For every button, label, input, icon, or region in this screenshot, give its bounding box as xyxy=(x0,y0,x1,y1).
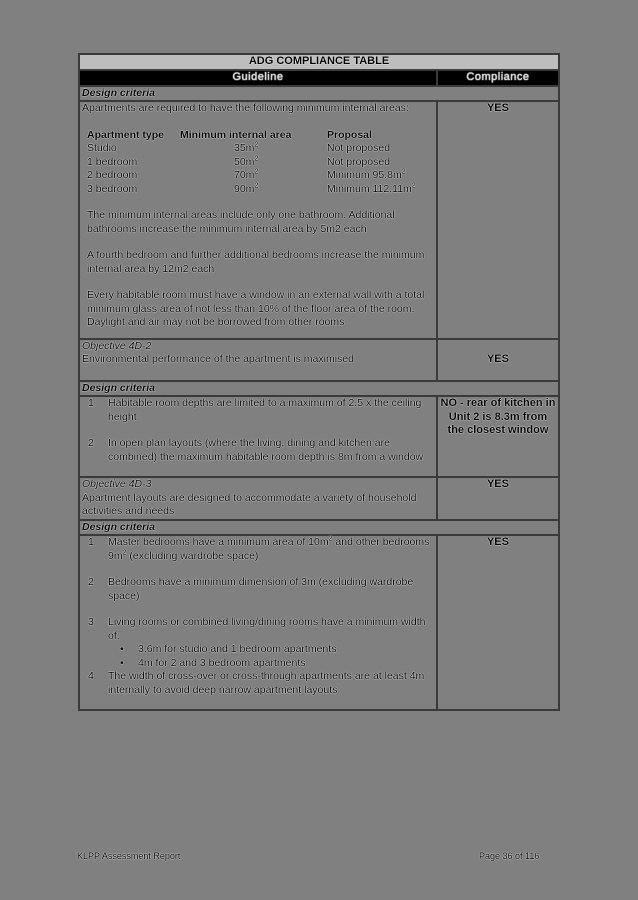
table-title: ADG COMPLIANCE TABLE xyxy=(79,54,559,70)
min-area: $35m^2$ xyxy=(234,141,259,154)
criterion-number: 1 xyxy=(88,536,94,548)
note: A fourth bedroom and further additional bedrooms increase the minimum internal area by 12m2 each xyxy=(87,249,425,275)
compliance-cell: NO - rear of kitchen in Unit 2 is 8.3m from the closest window xyxy=(437,396,559,477)
objective-row xyxy=(79,339,559,381)
section-label: Design criteria xyxy=(79,520,559,536)
guideline-cell xyxy=(79,535,437,710)
criterion-text: Habitable room depths are limited to a maximum of 2.5 x the ceiling height xyxy=(108,397,422,423)
criterion xyxy=(82,670,434,697)
objective-cell xyxy=(79,477,437,520)
areas-header-proposal: Proposal xyxy=(327,128,372,141)
criterion-text: Master bedrooms have a minimum area of $10m^2$ and other bedrooms $9m^2$ (excluding wardrobe space) xyxy=(108,535,430,562)
compliance-column-header: Compliance xyxy=(437,70,559,86)
objective-compliance: YES xyxy=(437,477,559,520)
bullet-item: • 3.6m for studio and 1 bedroom apartments xyxy=(120,643,434,657)
table-row xyxy=(79,101,559,339)
section-label: Design criteria xyxy=(79,381,559,397)
min-area: $90m^2$ xyxy=(234,182,259,195)
criterion xyxy=(82,616,434,643)
guideline-cell xyxy=(79,101,437,339)
apartment-type: Studio xyxy=(87,142,117,154)
criterion xyxy=(82,536,434,563)
criterion xyxy=(82,437,434,464)
proposal: Not proposed xyxy=(327,142,391,154)
apartment-type: 1 bedroom xyxy=(87,155,138,168)
apartment-type: 3 bedroom xyxy=(87,182,138,195)
criterion-text: In open plan layouts (where the living, dining and kitchen are combined) the maximum habitable room depth is 8m from a window xyxy=(108,437,424,463)
criterion xyxy=(82,397,434,424)
areas-header-min: Minimum internal area xyxy=(180,128,292,141)
criterion-number: 2 xyxy=(88,437,94,449)
objective-label: Objective 4D-2 xyxy=(82,339,152,352)
criterion xyxy=(82,576,434,603)
criterion-text: Living rooms or combined living/dining rooms have a minimum width of: xyxy=(108,616,426,642)
compliance-cell: YES xyxy=(437,535,559,710)
criterion-number: 4 xyxy=(88,670,94,682)
proposal: Minimum $95.8m^2$ xyxy=(327,168,406,181)
criterion-number: 3 xyxy=(88,616,94,628)
min-area: $70m^2$ xyxy=(234,168,259,181)
objective-text: Apartment layouts are designed to accommodate a variety of household activities and needs xyxy=(82,491,417,517)
objective-cell xyxy=(79,339,437,381)
footer-page-number: Page 36 of 116 xyxy=(479,851,540,861)
criterion-text: The width of cross-over or cross-through apartments are at least 4m internally to avoid deep narrow apartment layouts xyxy=(108,670,425,696)
proposal: Minimum $112.11m^2$ xyxy=(327,182,416,195)
areas-row xyxy=(87,156,416,170)
bullet-item: • 4m for 2 and 3 bedroom apartments xyxy=(120,657,434,671)
criterion-number: 1 xyxy=(88,397,94,409)
min-area: $50m^2$ xyxy=(234,155,259,168)
criterion-text: Bedrooms have a minimum dimension of 3m (excluding wardrobe space) xyxy=(108,576,414,602)
footer-report-title: KLPP Assessment Report xyxy=(77,851,181,861)
areas-row xyxy=(87,142,416,156)
objective-row xyxy=(79,477,559,520)
guideline-column-header: Guideline xyxy=(79,70,437,86)
apartment-type: 2 bedroom xyxy=(87,169,138,181)
table-row xyxy=(79,535,559,710)
areas-row xyxy=(87,169,416,183)
compliance-cell: YES xyxy=(437,101,559,339)
table-row xyxy=(79,396,559,477)
objective-compliance: YES xyxy=(437,339,559,381)
note: The minimum internal areas include only one bathroom. Additional bathrooms increase the minimum internal area by 5m2 each xyxy=(87,209,395,235)
section-label: Design criteria xyxy=(79,86,559,102)
objective-label: Objective 4D-3 xyxy=(82,478,152,490)
guideline-intro: Apartments are required to have the following minimum internal areas: xyxy=(82,102,409,114)
bullet-list xyxy=(82,643,434,670)
criterion-number: 2 xyxy=(88,576,94,588)
minimum-areas-table xyxy=(87,129,416,197)
areas-row xyxy=(87,183,416,197)
objective-text: Environmental performance of the apartment is maximised xyxy=(82,353,354,365)
areas-header-type: Apartment type xyxy=(87,128,165,141)
guideline-cell xyxy=(79,396,437,477)
note: Every habitable room must have a window in an external wall with a total minimum glass area of not less than 10% of the floor area of the room. Daylight and air may not be borrowed from other rooms xyxy=(87,289,425,328)
adg-compliance-table xyxy=(78,53,560,711)
proposal: Not proposed xyxy=(327,155,391,168)
